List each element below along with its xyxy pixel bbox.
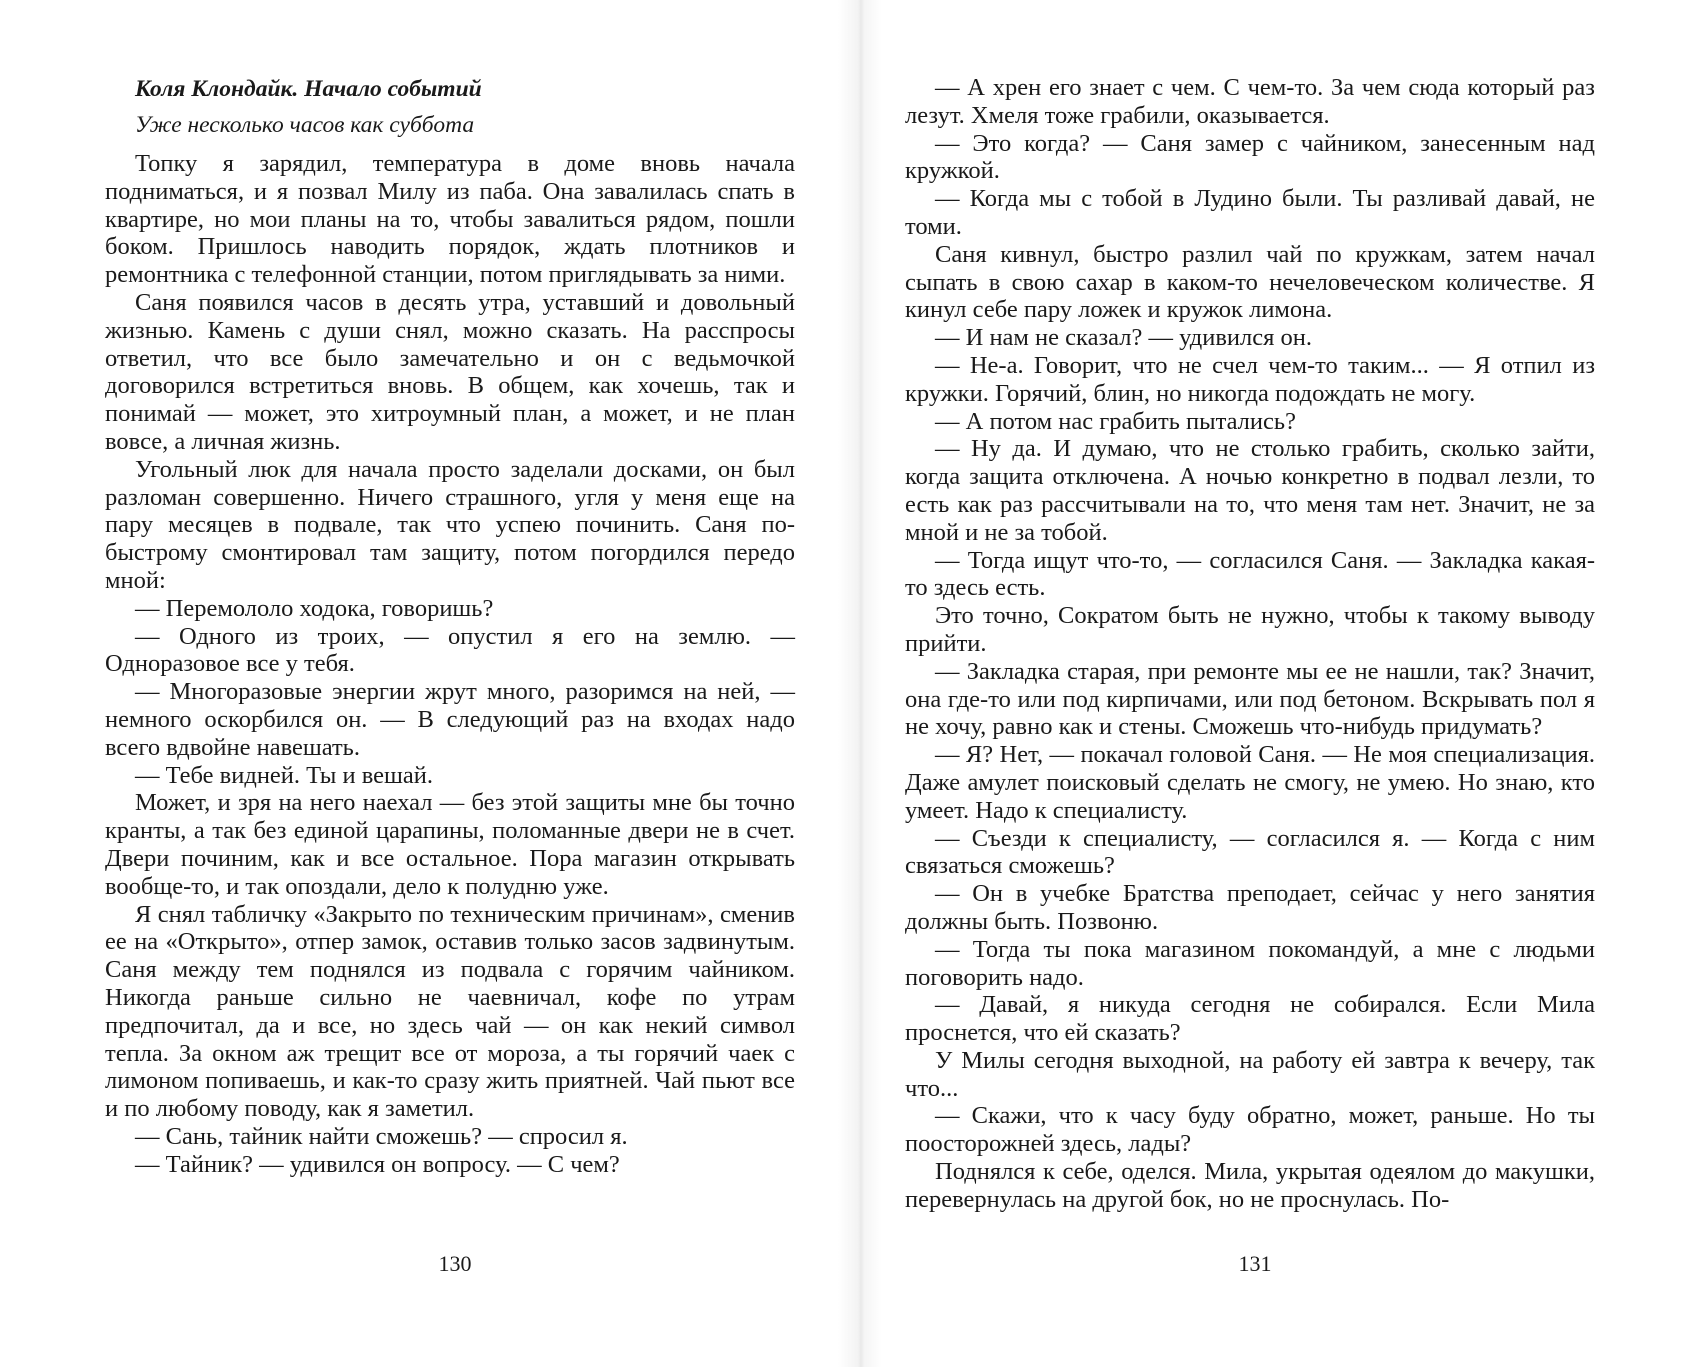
right-page — [905, 0, 1595, 1214]
paragraph: — Это когда? — Саня замер с чайником, занесенным над кружкой. — [905, 129, 1595, 185]
book-gutter — [838, 0, 882, 1367]
page-number-left: 130 — [438, 1251, 472, 1276]
paragraph: — Тогда ты пока магазином покомандуй, а мне с людьми поговорить надо. — [905, 935, 1595, 991]
paragraph: — А хрен его знает с чем. С чем-то. За чем сюда который раз лезут. Хмеля тоже грабили, оказывается. — [905, 74, 1595, 129]
paragraph: — Закладка старая, при ремонте мы ее не нашли, так? Значит, она где-то или под кирпичами, или под бетоном. Вскрывать пол я не хочу, равно как и стены. Сможешь что-нибудь придумать? — [905, 657, 1595, 741]
right-page-text — [905, 74, 1595, 1214]
paragraph: — Давай, я никуда сегодня не собирался. Если Мила проснется, что ей сказать? — [905, 991, 1595, 1047]
left-page — [105, 0, 795, 1178]
page-number-right: 131 — [1238, 1251, 1272, 1276]
paragraph: — Перемололо ходока, говоришь? — [135, 594, 494, 622]
left-page-text — [105, 150, 795, 1178]
paragraph: — Он в учебке Братства преподает, сейчас у него занятия должны быть. Позвоню. — [905, 880, 1595, 935]
paragraph: — Тогда ищут что-то, — согласился Саня. — Закладка какая-то здесь есть. — [905, 546, 1595, 602]
paragraph: — Ну да. И думаю, что не столько грабить, сколько зайти, когда защита отключена. А ночью конкретно в подвал лезли, то есть как раз рассчитывали на то, что меня там нет. Значит, не за мной и не за тобой. — [905, 435, 1595, 546]
paragraph: — Тайник? — удивился он вопросу. — С чем? — [135, 1150, 620, 1178]
paragraph: — Не-а. Говорит, что не счел чем-то таким... — Я отпил из кружки. Горячий, блин, но никогда подождать не могу. — [905, 351, 1595, 407]
paragraph: Это точно, Сократом быть не нужно, чтобы к такому выводу прийти. — [905, 602, 1595, 657]
paragraph: — Съезди к специалисту, — согласился я. — Когда с ним связаться сможешь? — [905, 824, 1595, 880]
paragraph: Поднялся к себе, оделся. Мила, укрытая одеялом до макушки, перевернулась на другой бок, но не проснулась. По- — [905, 1158, 1595, 1213]
chapter-title: Коля Клондайк. Начало событий — [135, 76, 482, 102]
paragraph: У Милы сегодня выходной, на работу ей завтра к вечеру, так что... — [905, 1046, 1595, 1102]
paragraph: Топку я зарядил, температура в доме вновь начала подниматься, и я позвал Милу из паба. Она завалилась спать в квартире, но мои планы на то, чтобы завалиться рядом, пошли боком. Пришлось наводить порядок, ждать плотников и ремонтника с телефонной станции, потом приглядывать за ними. — [105, 150, 795, 289]
paragraph: Саня кивнул, быстро разлил чай по кружкам, затем начал сыпать в свою сахар в каком-то нечеловеческом количестве. Я кинул себе пару ложек и кружок лимона. — [905, 240, 1595, 324]
paragraph: — И нам не сказал? — удивился он. — [935, 324, 1313, 352]
paragraph: — А потом нас грабить пытались? — [935, 407, 1296, 435]
paragraph: Может, и зря на него наехал — без этой защиты мне бы точно кранты, а так без единой царапины, поломанные двери не в счет. Двери починим, как и все остальное. Пора магазин открывать вообще-то, и так опоздали, дело к полудню уже. — [105, 789, 795, 900]
paragraph: — Когда мы с тобой в Лудино были. Ты разливай давай, не томи. — [905, 185, 1595, 240]
paragraph: Угольный люк для начала просто заделали досками, он был разломан совершенно. Ничего страшного, угля у меня еще на пару месяцев в подвале, так что успею починить. Саня по-быстрому смонтировал там защиту, потом погордился передо мной: — [105, 455, 795, 594]
paragraph: — Сань, тайник найти сможешь? — спросил я. — [135, 1122, 628, 1150]
paragraph: — Скажи, что к часу буду обратно, может, раньше. Но ты поосторожней здесь, лады? — [905, 1102, 1595, 1158]
paragraph: — Тебе видней. Ты и вешай. — [135, 761, 434, 789]
paragraph: — Одного из троих, — опустил я его на землю. — Одноразовое все у тебя. — [105, 622, 795, 678]
paragraph: Саня появился часов в десять утра, уставший и довольный жизнью. Камень с души снял, можно сказать. На расспросы ответил, что все было замечательно и он с ведьмочкой договорился встретиться вновь. В общем, как хочешь, так и понимай — может, это хитроумный план, а может, и не план вовсе, а личная жизнь. — [105, 288, 795, 455]
paragraph: Я снял табличку «Закрыто по техническим причинам», сменив ее на «Открыто», отпер замок, оставив только засов задвинутым. Саня между тем поднялся из подвала с горячим чайником. Никогда раньше сильно не чаевничал, кофе по утрам предпочитал, да и все, но здесь чай — он как некий символ тепла. За окном аж трещит все от мороза, а ты горячий чаек с лимоном попиваешь, и как-то сразу жить приятней. Чай пьют все и по любому поводу, как я заметил. — [105, 900, 795, 1123]
paragraph: — Я? Нет, — покачал головой Саня. — Не моя специализация. Даже амулет поисковый сделать не смогу, не умею. Но знаю, кто умеет. Надо к специалисту. — [905, 741, 1595, 824]
chapter-subtitle: Уже несколько часов как суббота — [135, 112, 475, 138]
paragraph: — Многоразовые энергии жрут много, разоримся на ней, — немного оскорбился он. — В следующий раз на входах надо всего вдвойне навешать. — [105, 678, 795, 761]
